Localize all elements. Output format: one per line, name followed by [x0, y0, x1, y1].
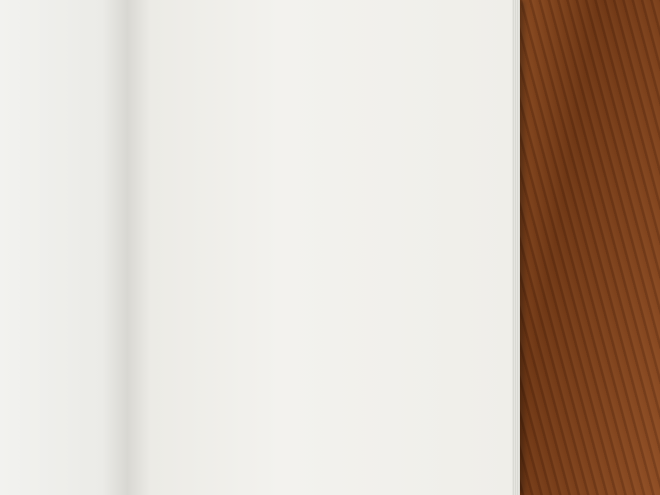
- page-edges: [512, 0, 520, 495]
- contents-page: [128, 0, 512, 495]
- left-page: [0, 0, 128, 495]
